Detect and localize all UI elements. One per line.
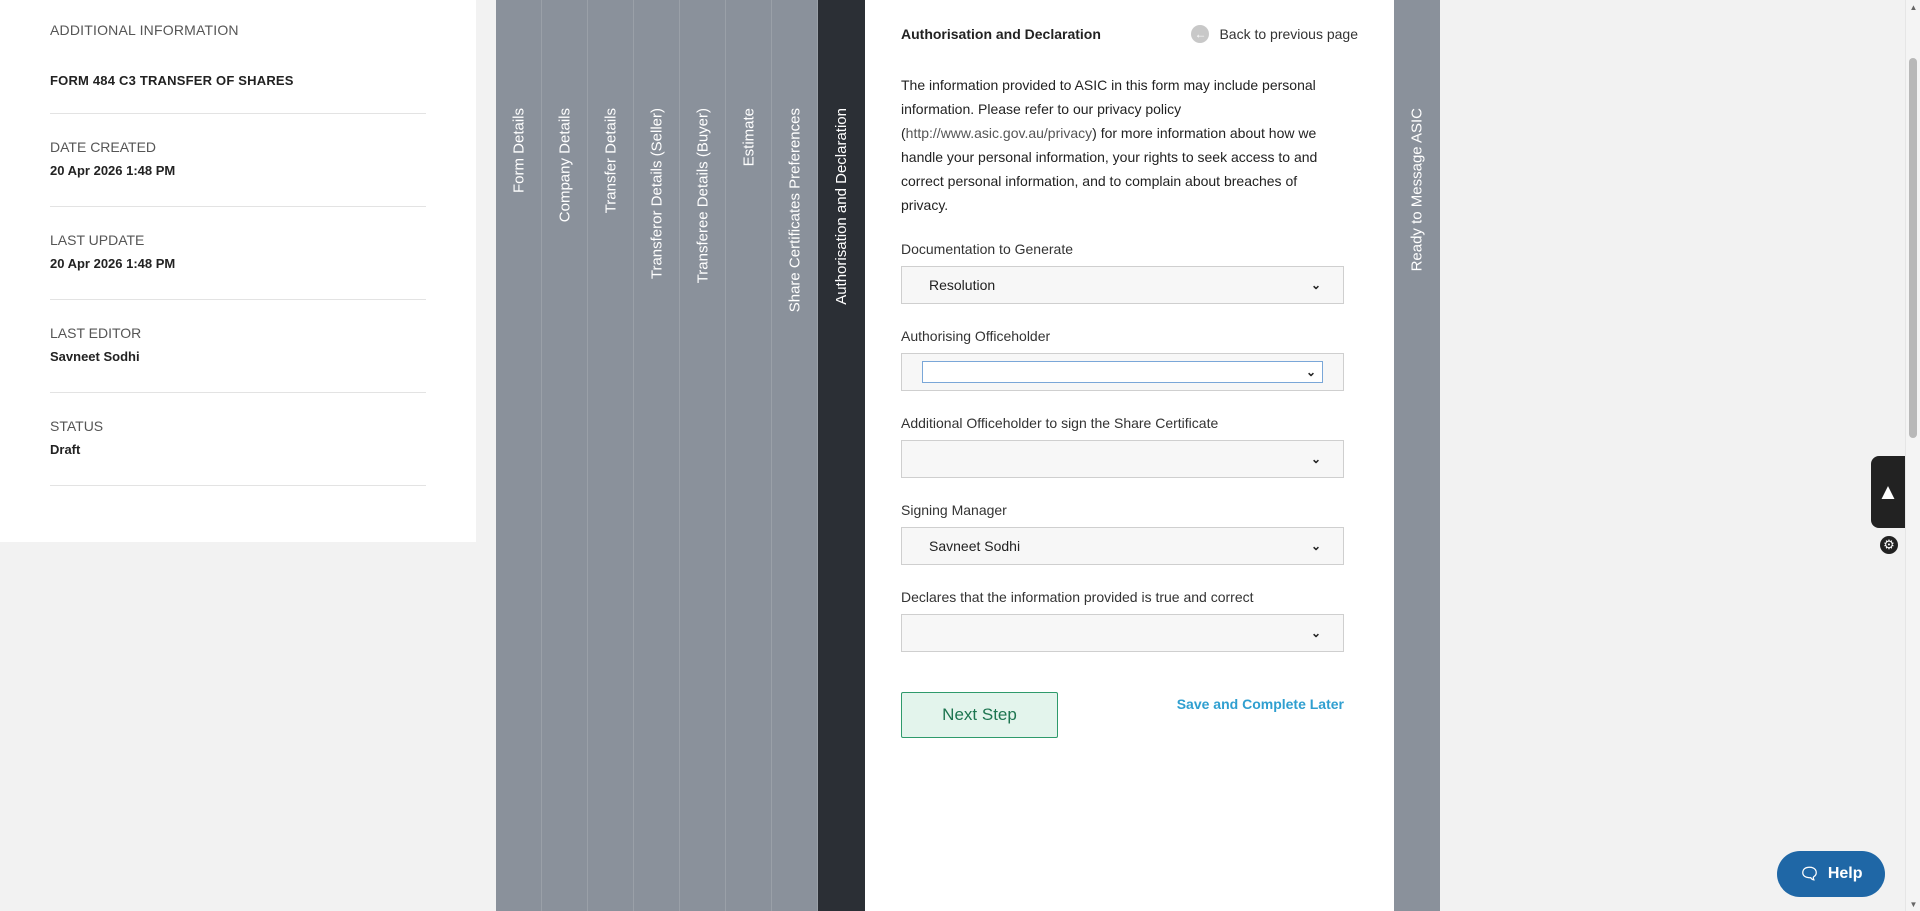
chevron-down-icon: ⌄ — [1310, 452, 1321, 466]
help-label: Help — [1827, 865, 1863, 882]
tab-label: Company Details — [556, 108, 574, 223]
chevron-down-icon: ⌄ — [1310, 626, 1321, 640]
help-button[interactable] — [1777, 851, 1885, 897]
field-label: Documentation to Generate — [901, 241, 1073, 257]
privacy-text-after: ) for more information about how we handle your personal information, your rights to seek access to and correct personal information, and to complain about breaches of privacy. — [901, 125, 1318, 213]
tab-label: Estimate — [740, 108, 758, 167]
next-step-button[interactable]: Next Step — [901, 692, 1058, 738]
field-documentation-to-generate — [901, 241, 1358, 304]
privacy-notice — [901, 73, 1331, 217]
declaration-select[interactable] — [901, 614, 1344, 652]
form-actions — [901, 692, 1344, 738]
scroll-thumb[interactable] — [1909, 58, 1917, 438]
field-label: Declares that the information provided is true and correct — [901, 589, 1254, 605]
tab-label: Transferee Details (Buyer) — [694, 108, 712, 284]
info-label: LAST UPDATE — [50, 232, 145, 248]
field-label: Signing Manager — [901, 502, 1007, 518]
accessibility-icon: ▲ — [1877, 479, 1899, 504]
info-label: LAST EDITOR — [50, 325, 142, 341]
tab-ready-to-message-asic[interactable] — [1394, 0, 1440, 911]
field-label: Additional Officeholder to sign the Share Certificate — [901, 415, 1219, 431]
accessibility-widget-button[interactable] — [1871, 456, 1905, 528]
field-label: Authorising Officeholder — [901, 328, 1051, 344]
arrow-left-circle-icon: ← — [1191, 25, 1209, 43]
additional-info-panel — [0, 0, 476, 542]
authorisation-form — [865, 0, 1394, 911]
form-header — [901, 25, 1358, 43]
info-label: STATUS — [50, 418, 104, 434]
tab-label: Ready to Message ASIC — [1408, 108, 1426, 272]
tab-label: Share Certificates Preferences — [786, 108, 804, 313]
tab-label: Transfer Details — [602, 108, 620, 214]
page-scrollbar[interactable] — [1905, 0, 1920, 911]
back-to-previous-page-link[interactable] — [1191, 25, 1358, 43]
save-and-complete-later-link[interactable]: Save and Complete Later — [1176, 696, 1344, 712]
field-authorising-officeholder — [901, 328, 1358, 391]
info-value: 20 Apr 2026 1:48 PM — [50, 256, 176, 271]
signing-manager-select[interactable] — [901, 527, 1344, 565]
tab-estimate[interactable] — [726, 0, 772, 911]
select-value: Savneet Sodhi — [929, 538, 1021, 554]
authorising-officeholder-select[interactable] — [922, 361, 1323, 383]
tab-transferee-details[interactable] — [680, 0, 726, 911]
tab-share-certificates-preferences[interactable] — [772, 0, 818, 911]
accessibility-settings-button[interactable] — [1880, 536, 1898, 554]
scroll-down-arrow-icon[interactable]: ▼ — [1909, 899, 1918, 909]
divider — [50, 485, 426, 486]
tab-authorisation-and-declaration[interactable] — [818, 0, 865, 911]
section-title: Authorisation and Declaration — [901, 26, 1101, 42]
chevron-down-icon: ⌄ — [1310, 278, 1321, 292]
chat-bubble-icon: 🗨 — [1799, 866, 1820, 883]
field-declaration — [901, 589, 1358, 652]
info-status — [50, 392, 426, 485]
field-additional-officeholder — [901, 415, 1358, 478]
back-link-label: Back to previous page — [1219, 26, 1358, 42]
form-title: FORM 484 C3 TRANSFER OF SHARES — [50, 73, 294, 88]
chevron-down-icon: ⌄ — [1310, 539, 1321, 553]
tab-transfer-details[interactable] — [588, 0, 634, 911]
tab-form-details[interactable] — [496, 0, 542, 911]
tab-label: Authorisation and Declaration — [833, 108, 850, 305]
chevron-down-icon: ⌄ — [1305, 365, 1316, 379]
info-last-update — [50, 206, 426, 299]
status-value: Draft — [50, 442, 81, 457]
info-value: Savneet Sodhi — [50, 349, 140, 364]
info-label: DATE CREATED — [50, 139, 157, 155]
documentation-select[interactable] — [901, 266, 1344, 304]
info-date-created — [50, 113, 426, 206]
additional-officeholder-select[interactable] — [901, 440, 1344, 478]
tab-transferor-details[interactable] — [634, 0, 680, 911]
field-signing-manager — [901, 502, 1358, 565]
privacy-policy-link[interactable]: http://www.asic.gov.au/privacy — [905, 125, 1093, 141]
gear-icon: ⚙ — [1883, 537, 1895, 552]
info-value: 20 Apr 2026 1:48 PM — [50, 163, 176, 178]
authorising-officeholder-wrapper — [901, 353, 1344, 391]
tab-company-details[interactable] — [542, 0, 588, 911]
tab-label: Form Details — [510, 108, 528, 194]
scroll-up-arrow-icon[interactable]: ▲ — [1909, 2, 1918, 12]
info-last-editor — [50, 299, 426, 392]
info-heading: ADDITIONAL INFORMATION — [50, 22, 239, 38]
privacy-text-before: The information provided to ASIC in this form may include personal information. Please refer to our privacy policy ( — [901, 77, 1316, 141]
tab-label: Transferor Details (Seller) — [648, 108, 666, 280]
select-value: Resolution — [929, 277, 996, 293]
